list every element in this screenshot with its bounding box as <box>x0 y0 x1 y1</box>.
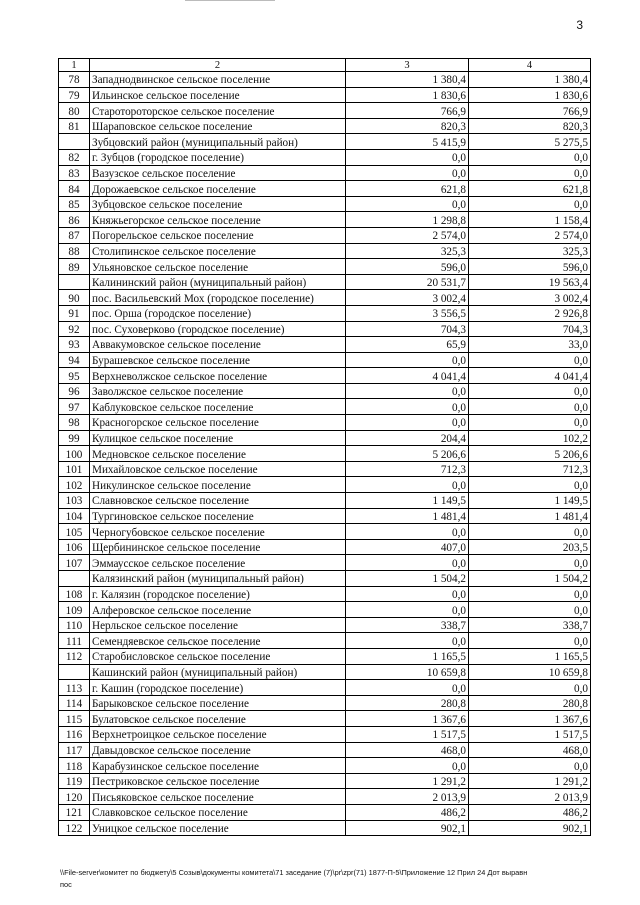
table-row <box>59 87 591 103</box>
value-col-4-cell: 596,0 <box>469 259 591 275</box>
table-row <box>59 664 591 680</box>
row-number-cell: 112 <box>59 648 90 664</box>
value-col-3-cell: 1 149,5 <box>346 493 469 509</box>
table-row <box>59 804 591 820</box>
value-col-4-cell: 0,0 <box>469 383 591 399</box>
file-path-line-1: \\File-server\комитет по бюджету\5 Созыв\документы комитета\71 заседание (7)\pr\zpr(71) 1877-П-5\Приложение 12 Прил 24 Дот выравн <box>60 868 528 877</box>
table-row <box>59 243 591 259</box>
value-col-4-cell: 0,0 <box>469 633 591 649</box>
settlement-name-cell: Каблуковское сельское поселение <box>90 399 346 415</box>
table-row <box>59 695 591 711</box>
row-number-cell: 120 <box>59 789 90 805</box>
value-col-3-cell: 5 206,6 <box>346 446 469 462</box>
value-col-4-cell: 1 367,6 <box>469 711 591 727</box>
value-col-3-cell: 10 659,8 <box>346 664 469 680</box>
table-row <box>59 789 591 805</box>
row-number-cell: 111 <box>59 633 90 649</box>
table-row <box>59 726 591 742</box>
value-col-3-cell: 486,2 <box>346 804 469 820</box>
table-row <box>59 461 591 477</box>
table-row <box>59 196 591 212</box>
table-row <box>59 742 591 758</box>
value-col-4-cell: 1 380,4 <box>469 72 591 88</box>
settlement-name-cell: Погорельское сельское поселение <box>90 227 346 243</box>
table-row <box>59 321 591 337</box>
settlement-name-cell: Столипинское сельское поселение <box>90 243 346 259</box>
value-col-3-cell: 338,7 <box>346 617 469 633</box>
value-col-4-cell: 0,0 <box>469 165 591 181</box>
value-col-3-cell: 1 165,5 <box>346 648 469 664</box>
header-col-4: 4 <box>469 59 591 72</box>
settlement-name-cell: Нерльское сельское поселение <box>90 617 346 633</box>
value-col-4-cell: 0,0 <box>469 477 591 493</box>
value-col-3-cell: 280,8 <box>346 695 469 711</box>
settlement-name-cell: Булатовское сельское поселение <box>90 711 346 727</box>
table-row <box>59 758 591 774</box>
row-number-cell: 106 <box>59 539 90 555</box>
table-row <box>59 680 591 696</box>
value-col-4-cell: 2 574,0 <box>469 227 591 243</box>
settlement-name-cell: Барыковское сельское поселение <box>90 695 346 711</box>
table-row <box>59 165 591 181</box>
row-number-cell: 94 <box>59 352 90 368</box>
settlement-name-cell: Шараповское сельское поселение <box>90 118 346 134</box>
settlement-name-cell: Письяковское сельское поселение <box>90 789 346 805</box>
row-number-cell <box>59 274 90 290</box>
row-number-cell: 78 <box>59 72 90 88</box>
row-number-cell: 118 <box>59 758 90 774</box>
value-col-4-cell: 1 291,2 <box>469 773 591 789</box>
row-number-cell: 79 <box>59 87 90 103</box>
value-col-3-cell: 2 013,9 <box>346 789 469 805</box>
row-number-cell: 116 <box>59 726 90 742</box>
value-col-3-cell: 0,0 <box>346 555 469 571</box>
row-number-cell: 117 <box>59 742 90 758</box>
value-col-3-cell: 0,0 <box>346 383 469 399</box>
table-row <box>59 617 591 633</box>
value-col-3-cell: 2 574,0 <box>346 227 469 243</box>
settlement-name-cell: Старобисловское сельское поселение <box>90 648 346 664</box>
settlement-name-cell: Верхнетроицкое сельское поселение <box>90 726 346 742</box>
table-row <box>59 633 591 649</box>
value-col-4-cell: 1 149,5 <box>469 493 591 509</box>
settlement-name-cell: Семендяевское сельское поселение <box>90 633 346 649</box>
row-number-cell <box>59 664 90 680</box>
settlement-name-cell: Никулинское сельское поселение <box>90 477 346 493</box>
row-number-cell: 90 <box>59 290 90 306</box>
value-col-4-cell: 10 659,8 <box>469 664 591 680</box>
row-number-cell: 102 <box>59 477 90 493</box>
table-header-row <box>59 59 591 72</box>
settlement-name-cell: Алферовское сельское поселение <box>90 602 346 618</box>
value-col-3-cell: 407,0 <box>346 539 469 555</box>
table-row <box>59 446 591 462</box>
settlement-name-cell: Калязинский район (муниципальный район) <box>90 571 346 587</box>
value-col-3-cell: 1 291,2 <box>346 773 469 789</box>
row-number-cell: 97 <box>59 399 90 415</box>
settlement-name-cell: Эммаусское сельское поселение <box>90 555 346 571</box>
settlement-name-cell: Бурашевское сельское поселение <box>90 352 346 368</box>
table-row <box>59 648 591 664</box>
row-number-cell: 92 <box>59 321 90 337</box>
settlement-name-cell: Кашинский район (муниципальный район) <box>90 664 346 680</box>
table-row <box>59 72 591 88</box>
row-number-cell: 104 <box>59 508 90 524</box>
value-col-4-cell: 0,0 <box>469 586 591 602</box>
value-col-3-cell: 325,3 <box>346 243 469 259</box>
table-row <box>59 399 591 415</box>
row-number-cell: 122 <box>59 820 90 836</box>
value-col-3-cell: 1 830,6 <box>346 87 469 103</box>
value-col-4-cell: 766,9 <box>469 103 591 119</box>
value-col-4-cell: 0,0 <box>469 680 591 696</box>
value-col-4-cell: 0,0 <box>469 399 591 415</box>
table-row <box>59 820 591 836</box>
table-body <box>59 72 591 836</box>
row-number-cell: 95 <box>59 368 90 384</box>
row-number-cell <box>59 134 90 150</box>
value-col-3-cell: 1 367,6 <box>346 711 469 727</box>
value-col-4-cell: 102,2 <box>469 430 591 446</box>
table-row <box>59 477 591 493</box>
row-number-cell: 87 <box>59 227 90 243</box>
settlement-name-cell: Уницкое сельское поселение <box>90 820 346 836</box>
row-number-cell: 82 <box>59 149 90 165</box>
value-col-3-cell: 1 380,4 <box>346 72 469 88</box>
settlement-name-cell: Заволжское сельское поселение <box>90 383 346 399</box>
row-number-cell: 110 <box>59 617 90 633</box>
table-row <box>59 493 591 509</box>
table-row <box>59 305 591 321</box>
value-col-3-cell: 0,0 <box>346 196 469 212</box>
settlement-name-cell: Калининский район (муниципальный район) <box>90 274 346 290</box>
settlement-name-cell: пос. Орша (городское поселение) <box>90 305 346 321</box>
settlement-name-cell: Западнодвинское сельское поселение <box>90 72 346 88</box>
settlement-name-cell: Славковское сельское поселение <box>90 804 346 820</box>
row-number-cell: 115 <box>59 711 90 727</box>
file-path-footer <box>60 867 590 891</box>
row-number-cell: 105 <box>59 524 90 540</box>
value-col-3-cell: 0,0 <box>346 149 469 165</box>
table-row <box>59 711 591 727</box>
value-col-3-cell: 0,0 <box>346 524 469 540</box>
settlement-name-cell: Черногубовское сельское поселение <box>90 524 346 540</box>
value-col-4-cell: 1 504,2 <box>469 571 591 587</box>
value-col-4-cell: 0,0 <box>469 352 591 368</box>
value-col-3-cell: 1 504,2 <box>346 571 469 587</box>
header-col-3: 3 <box>346 59 469 72</box>
settlement-name-cell: Славновское сельское поселение <box>90 493 346 509</box>
value-col-3-cell: 712,3 <box>346 461 469 477</box>
table-row <box>59 149 591 165</box>
value-col-4-cell: 325,3 <box>469 243 591 259</box>
row-number-cell: 107 <box>59 555 90 571</box>
value-col-3-cell: 3 556,5 <box>346 305 469 321</box>
table-row <box>59 602 591 618</box>
value-col-4-cell: 33,0 <box>469 337 591 353</box>
value-col-3-cell: 204,4 <box>346 430 469 446</box>
value-col-3-cell: 0,0 <box>346 633 469 649</box>
value-col-4-cell: 5 206,6 <box>469 446 591 462</box>
value-col-3-cell: 1 298,8 <box>346 212 469 228</box>
value-col-3-cell: 621,8 <box>346 181 469 197</box>
row-number-cell: 89 <box>59 259 90 275</box>
value-col-4-cell: 1 830,6 <box>469 87 591 103</box>
row-number-cell: 88 <box>59 243 90 259</box>
value-col-4-cell: 0,0 <box>469 149 591 165</box>
row-number-cell: 108 <box>59 586 90 602</box>
table-row <box>59 337 591 353</box>
value-col-4-cell: 203,5 <box>469 539 591 555</box>
row-number-cell: 101 <box>59 461 90 477</box>
settlement-name-cell: г. Зубцов (городское поселение) <box>90 149 346 165</box>
value-col-4-cell: 902,1 <box>469 820 591 836</box>
row-number-cell: 86 <box>59 212 90 228</box>
value-col-3-cell: 0,0 <box>346 602 469 618</box>
row-number-cell: 103 <box>59 493 90 509</box>
settlement-name-cell: Верхневолжское сельское поселение <box>90 368 346 384</box>
row-number-cell: 91 <box>59 305 90 321</box>
table-row <box>59 274 591 290</box>
value-col-3-cell: 0,0 <box>346 758 469 774</box>
value-col-4-cell: 0,0 <box>469 758 591 774</box>
value-col-4-cell: 2 013,9 <box>469 789 591 805</box>
file-path-line-2: пос <box>60 880 72 889</box>
row-number-cell: 98 <box>59 415 90 431</box>
settlement-name-cell: Аввакумовское сельское поселение <box>90 337 346 353</box>
settlement-name-cell: г. Калязин (городское поселение) <box>90 586 346 602</box>
row-number-cell: 114 <box>59 695 90 711</box>
row-number-cell: 83 <box>59 165 90 181</box>
value-col-3-cell: 0,0 <box>346 477 469 493</box>
page-number: 3 <box>576 18 583 32</box>
row-number-cell: 100 <box>59 446 90 462</box>
table-row <box>59 181 591 197</box>
table-row <box>59 430 591 446</box>
value-col-4-cell: 621,8 <box>469 181 591 197</box>
budget-table <box>58 58 591 836</box>
value-col-3-cell: 0,0 <box>346 399 469 415</box>
value-col-4-cell: 3 002,4 <box>469 290 591 306</box>
value-col-3-cell: 0,0 <box>346 586 469 602</box>
value-col-3-cell: 468,0 <box>346 742 469 758</box>
row-number-cell: 121 <box>59 804 90 820</box>
settlement-name-cell: Дорожаевское сельское поселение <box>90 181 346 197</box>
row-number-cell <box>59 571 90 587</box>
table-row <box>59 368 591 384</box>
value-col-3-cell: 1 517,5 <box>346 726 469 742</box>
value-col-3-cell: 4 041,4 <box>346 368 469 384</box>
value-col-4-cell: 486,2 <box>469 804 591 820</box>
header-col-2: 2 <box>90 59 346 72</box>
table-row <box>59 259 591 275</box>
settlement-name-cell: Тургиновское сельское поселение <box>90 508 346 524</box>
settlement-name-cell: Вазузское сельское поселение <box>90 165 346 181</box>
row-number-cell: 84 <box>59 181 90 197</box>
settlement-name-cell: Щербининское сельское поселение <box>90 539 346 555</box>
value-col-4-cell: 280,8 <box>469 695 591 711</box>
value-col-4-cell: 1 517,5 <box>469 726 591 742</box>
table-row <box>59 134 591 150</box>
table-row <box>59 508 591 524</box>
settlement-name-cell: г. Кашин (городское поселение) <box>90 680 346 696</box>
value-col-4-cell: 0,0 <box>469 555 591 571</box>
value-col-4-cell: 1 158,4 <box>469 212 591 228</box>
value-col-4-cell: 712,3 <box>469 461 591 477</box>
row-number-cell: 119 <box>59 773 90 789</box>
value-col-3-cell: 0,0 <box>346 680 469 696</box>
value-col-4-cell: 0,0 <box>469 524 591 540</box>
table-row <box>59 212 591 228</box>
row-number-cell: 81 <box>59 118 90 134</box>
table-row <box>59 586 591 602</box>
value-col-4-cell: 338,7 <box>469 617 591 633</box>
row-number-cell: 99 <box>59 430 90 446</box>
settlement-name-cell: Давыдовское сельское поселение <box>90 742 346 758</box>
value-col-3-cell: 0,0 <box>346 415 469 431</box>
value-col-4-cell: 820,3 <box>469 118 591 134</box>
settlement-name-cell: Зубцовское сельское поселение <box>90 196 346 212</box>
settlement-name-cell: Кулицкое сельское поселение <box>90 430 346 446</box>
row-number-cell: 96 <box>59 383 90 399</box>
settlement-name-cell: Княжьегорское сельское поселение <box>90 212 346 228</box>
value-col-4-cell: 2 926,8 <box>469 305 591 321</box>
row-number-cell: 80 <box>59 103 90 119</box>
table-row <box>59 290 591 306</box>
value-col-4-cell: 19 563,4 <box>469 274 591 290</box>
table-row <box>59 773 591 789</box>
value-col-3-cell: 65,9 <box>346 337 469 353</box>
value-col-4-cell: 5 275,5 <box>469 134 591 150</box>
value-col-3-cell: 0,0 <box>346 165 469 181</box>
settlement-name-cell: Ульяновское сельское поселение <box>90 259 346 275</box>
value-col-4-cell: 1 165,5 <box>469 648 591 664</box>
settlement-name-cell: Старотороторское сельское поселение <box>90 103 346 119</box>
value-col-3-cell: 5 415,9 <box>346 134 469 150</box>
value-col-4-cell: 1 481,4 <box>469 508 591 524</box>
value-col-3-cell: 704,3 <box>346 321 469 337</box>
row-number-cell: 85 <box>59 196 90 212</box>
value-col-3-cell: 766,9 <box>346 103 469 119</box>
value-col-4-cell: 468,0 <box>469 742 591 758</box>
value-col-4-cell: 0,0 <box>469 196 591 212</box>
value-col-3-cell: 3 002,4 <box>346 290 469 306</box>
table-row <box>59 352 591 368</box>
value-col-3-cell: 902,1 <box>346 820 469 836</box>
value-col-4-cell: 0,0 <box>469 602 591 618</box>
row-number-cell: 93 <box>59 337 90 353</box>
settlement-name-cell: Пестриковское сельское поселение <box>90 773 346 789</box>
value-col-3-cell: 596,0 <box>346 259 469 275</box>
settlement-name-cell: Зубцовский район (муниципальный район) <box>90 134 346 150</box>
value-col-3-cell: 820,3 <box>346 118 469 134</box>
value-col-3-cell: 20 531,7 <box>346 274 469 290</box>
table-row <box>59 415 591 431</box>
table-row <box>59 555 591 571</box>
header-col-1: 1 <box>59 59 90 72</box>
table-row <box>59 383 591 399</box>
table-row <box>59 524 591 540</box>
settlement-name-cell: Медновское сельское поселение <box>90 446 346 462</box>
settlement-name-cell: Карабузинское сельское поселение <box>90 758 346 774</box>
row-number-cell: 113 <box>59 680 90 696</box>
row-number-cell: 109 <box>59 602 90 618</box>
top-edge-rule <box>185 0 275 1</box>
settlement-name-cell: Ильинское сельское поселение <box>90 87 346 103</box>
settlement-name-cell: пос. Суховерково (городское поселение) <box>90 321 346 337</box>
value-col-4-cell: 704,3 <box>469 321 591 337</box>
settlement-name-cell: Красногорское сельское поселение <box>90 415 346 431</box>
settlement-name-cell: Михайловское сельское поселение <box>90 461 346 477</box>
settlement-name-cell: пос. Васильевский Мох (городское поселение) <box>90 290 346 306</box>
value-col-3-cell: 0,0 <box>346 352 469 368</box>
table-row <box>59 103 591 119</box>
value-col-4-cell: 0,0 <box>469 415 591 431</box>
table-row <box>59 227 591 243</box>
value-col-4-cell: 4 041,4 <box>469 368 591 384</box>
table-row <box>59 571 591 587</box>
value-col-3-cell: 1 481,4 <box>346 508 469 524</box>
table-row <box>59 118 591 134</box>
table-row <box>59 539 591 555</box>
